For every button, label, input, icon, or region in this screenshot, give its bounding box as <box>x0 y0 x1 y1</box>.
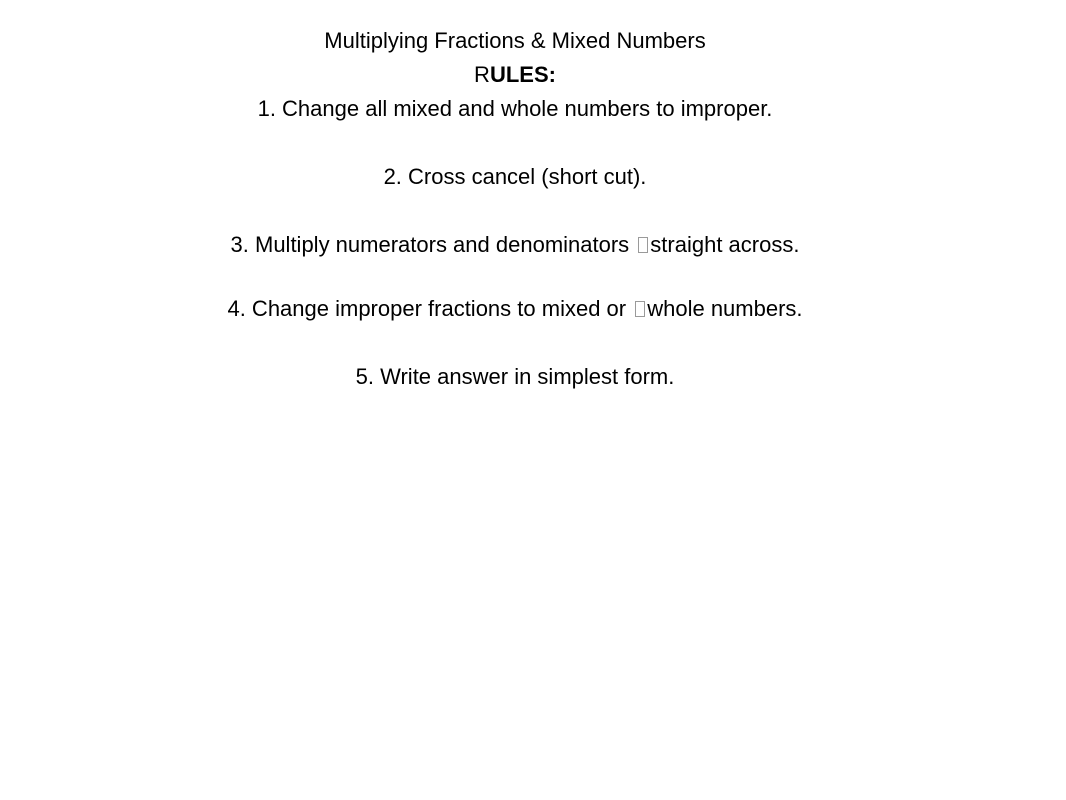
rule-item-3-before: 3. Multiply numerators and denominators <box>230 232 636 257</box>
rules-heading-rest: ULES: <box>489 62 556 87</box>
missing-glyph-icon <box>635 301 645 317</box>
missing-glyph-icon <box>638 237 648 253</box>
rule-item-5: 5. Write answer in simplest form. <box>355 364 675 389</box>
rule-item-3 <box>0 232 1030 258</box>
rule-item-2: 2. Cross cancel (short cut). <box>383 164 647 189</box>
rule-item-4-before: 4. Change improper fractions to mixed or <box>227 296 633 321</box>
rule-item-4-after: whole numbers. <box>647 296 803 321</box>
rules-heading-lead: R <box>474 62 490 87</box>
rule-item-3-after: straight across. <box>650 232 800 257</box>
rules-heading <box>0 62 1030 88</box>
rule-item-4 <box>0 296 1030 322</box>
rule-item-1: 1. Change all mixed and whole numbers to improper. <box>257 96 773 121</box>
page-title: Multiplying Fractions & Mixed Numbers <box>324 28 706 53</box>
